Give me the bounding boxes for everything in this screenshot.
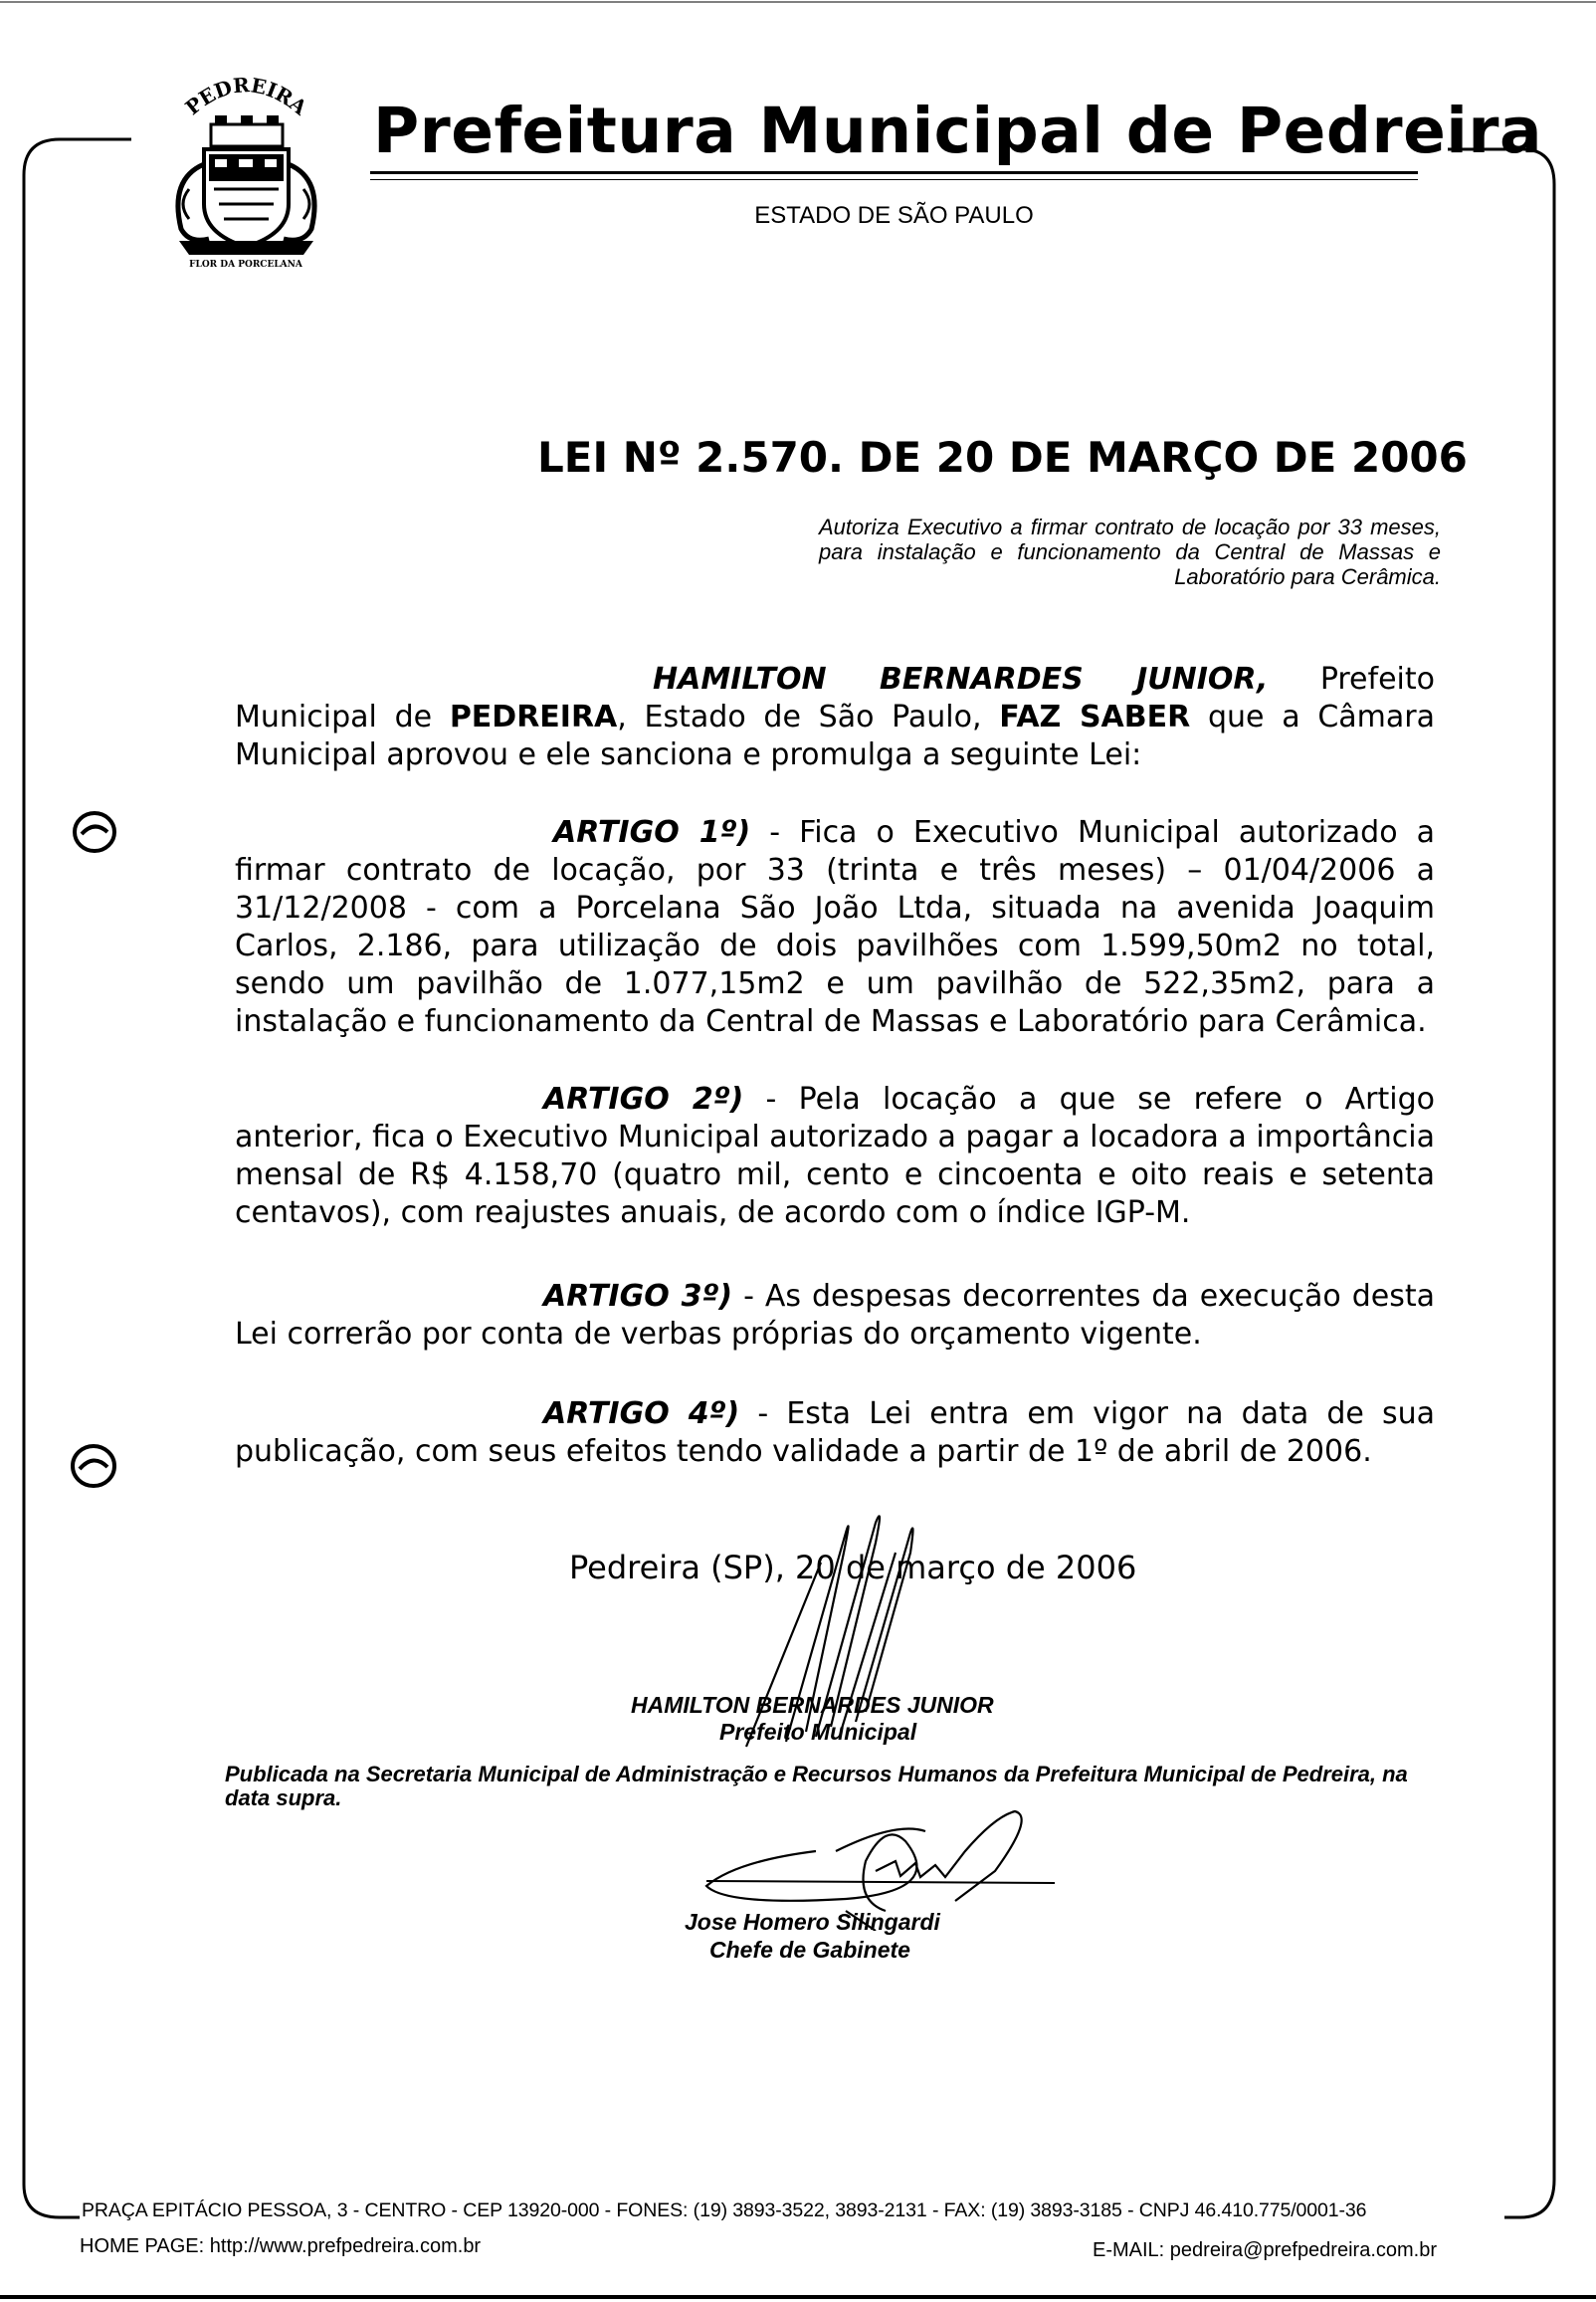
intro-paragraph (235, 661, 1435, 774)
law-title: LEI Nº 2.570. DE 20 DE MARÇO DE 2006 (537, 433, 1468, 482)
intro-faz-saber: FAZ SABER (999, 700, 1191, 734)
intro-text-3: que a Câmara Municipal aprovou e ele sanciona e promulga a seguinte Lei: (235, 700, 1435, 772)
intro-city: PEDREIRA (449, 700, 618, 734)
place-and-date: Pedreira (SP), 20 de março de 2006 (569, 1549, 1137, 1586)
publication-note: Publicada na Secretaria Municipal de Administração e Recursos Humanos da Prefeitura Municipal de Pedreira, na data supra. (225, 1762, 1408, 1810)
page-title: Prefeitura Municipal de Pedreira (373, 95, 1542, 167)
law-ementa: Autoriza Executivo a firmar contrato de locação por 33 meses, para instalação e funcionamento da Central de Massas e Laboratório para Cerâmica. (819, 515, 1441, 589)
punch-hole-mark-2 (68, 1441, 119, 1491)
article-3-label: ARTIGO 3º) (543, 1279, 733, 1314)
state-subtitle: ESTADO DE SÃO PAULO (754, 202, 1034, 229)
article-4 (235, 1395, 1435, 1471)
title-underline (370, 171, 1418, 174)
footer-email[interactable]: E-MAIL: pedreira@prefpedreira.com.br (1093, 2239, 1437, 2261)
mayor-name-inline: HAMILTON BERNARDES JUNIOR, (653, 662, 1269, 697)
article-1 (235, 814, 1435, 1041)
punch-hole-mark (70, 808, 119, 856)
article-1-label: ARTIGO 1º) (553, 815, 751, 850)
mayor-name: HAMILTON BERNARDES JUNIOR (631, 1692, 994, 1718)
coat-of-arms-emblem (159, 70, 333, 279)
article-2 (235, 1081, 1435, 1232)
footer-address: PRAÇA EPITÁCIO PESSOA, 3 - CENTRO - CEP 13920-000 - FONES: (19) 3893-3522, 3893-2131 - FAX: (19) 3893-3185 - CNPJ 46.410.775/0001-36 (82, 2199, 1367, 2221)
article-2-label: ARTIGO 2º) (543, 1082, 744, 1117)
intro-text-2: , Estado de São Paulo, (617, 700, 1000, 734)
intro-text-1: Prefeito Municipal de (235, 662, 1435, 734)
mayor-role: Prefeito Municipal (719, 1719, 917, 1745)
article-3-text: - As despesas decorrentes da execução desta Lei correrão por conta de verbas próprias do orçamento vigente. (235, 1279, 1435, 1352)
article-4-text: - Esta Lei entra em vigor na data de sua publicação, com seus efeitos tendo validade a partir de 1º de abril de 2006. (235, 1396, 1435, 1469)
chief-name: Jose Homero Silingardi (685, 1909, 940, 1935)
article-1-text: - Fica o Executivo Municipal autorizado a firmar contrato de locação, por 33 (trinta e três meses) – 01/04/2006 a 31/12/2008 - com a Porcelana São João Ltda, situada na avenida Joaquim Carlos, 2.186, para utilização de dois pavilhões com 1.599,50m2 no total, sendo um pavilhão de 1.077,15m2 e um pavilhão de 522,35m2, para a instalação e funcionamento da Central de Massas e Laboratório para Cerâmica. (235, 815, 1436, 1039)
crest-bottom-label: FLOR DA PORCELANA (189, 260, 302, 270)
article-3 (235, 1278, 1435, 1354)
chief-role: Chefe de Gabinete (709, 1937, 910, 1963)
article-4-label: ARTIGO 4º) (543, 1396, 740, 1431)
crest-top-label: PEDREIRA (180, 73, 312, 120)
title-underline-thin (370, 179, 1418, 180)
footer-home-page[interactable]: HOME PAGE: http://www.prefpedreira.com.br (80, 2235, 482, 2257)
article-2-text: - Pela locação a que se refere o Artigo anterior, fica o Executivo Municipal autorizado a pagar a locadora a importância mensal de R$ 4.158,70 (quatro mil, cento e cincoenta e oito reais e setenta centavos), com reajustes anuais, de acordo com o índice IGP-M. (235, 1082, 1435, 1230)
